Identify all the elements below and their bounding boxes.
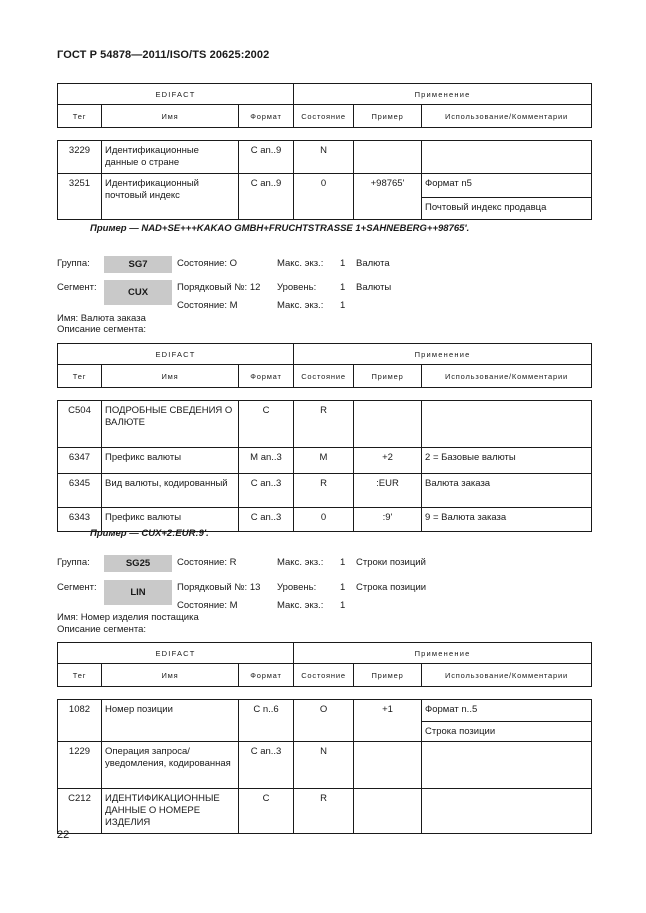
group-code-badge: SG25 (104, 555, 172, 572)
cell-name: Префикс валюты (102, 508, 239, 532)
cell-name: Номер позиции (102, 700, 239, 742)
cell-format: M an..3 (239, 448, 294, 474)
table-row (58, 700, 592, 722)
cell-format: C an..9 (239, 141, 294, 174)
cell-format: C n..6 (239, 700, 294, 742)
table-row (58, 141, 592, 174)
cell-tag: 3251 (58, 174, 102, 220)
cell-tag: 1082 (58, 700, 102, 742)
cell-usage (422, 141, 592, 174)
segment-name: Имя: Валюта заказа (57, 313, 146, 324)
segment-max-value: 1 (340, 600, 346, 611)
cell-name: Операция запроса/ уведомления, кодированная (102, 742, 239, 789)
group-status: Состояние: O (177, 258, 238, 269)
segment-level-description: Валюты (356, 282, 392, 293)
segment-label: Сегмент: (57, 282, 97, 293)
cell-name: Префикс валюты (102, 448, 239, 474)
table-row (58, 174, 592, 198)
cell-tag: C212 (58, 789, 102, 834)
cell-status: R (294, 789, 354, 834)
cell-example: +1 (354, 700, 422, 742)
cell-name: Вид валюты, кодированный (102, 474, 239, 508)
table-row (58, 789, 592, 834)
header-format: Формат (239, 105, 294, 128)
cell-format: C (239, 401, 294, 448)
segment-label: Сегмент: (57, 582, 97, 593)
cell-usage-secondary: Почтовый индекс продавца (422, 198, 592, 220)
cell-usage (422, 789, 592, 834)
segment-seq: Порядковый №: 13 (177, 582, 261, 593)
segment-status: Состояние: M (177, 300, 238, 311)
segment-description-label: Описание сегмента: (57, 324, 147, 335)
group-max-value: 1 (340, 557, 346, 568)
cell-example (354, 401, 422, 448)
group-description: Строки позиций (356, 557, 426, 568)
cell-name: ПОДРОБНЫЕ СВЕДЕНИЯ О ВАЛЮТЕ (102, 401, 239, 448)
cell-tag: 3229 (58, 141, 102, 174)
cell-name: Идентификационные данные о стране (102, 141, 239, 174)
cell-format: C an..3 (239, 508, 294, 532)
group-label: Группа: (57, 258, 90, 269)
segment-level-value: 1 (340, 582, 346, 593)
cell-tag: 6343 (58, 508, 102, 532)
cell-status: M (294, 448, 354, 474)
group-code-badge: SG7 (104, 256, 172, 273)
cell-usage (422, 401, 592, 448)
cell-status: R (294, 474, 354, 508)
header-usage: Использование/Комментарии (422, 664, 592, 687)
header-example: Пример (354, 664, 422, 687)
header-example: Пример (354, 365, 422, 388)
cell-usage (422, 742, 592, 789)
header-format: Формат (239, 365, 294, 388)
table-row (58, 742, 592, 789)
header-edifact: EDIFACT (58, 344, 294, 365)
cell-usage: Валюта заказа (422, 474, 592, 508)
header-usage: Использование/Комментарии (422, 365, 592, 388)
segment-level-description: Строка позиции (356, 582, 427, 593)
document-title: ГОСТ Р 54878—2011/ISO/TS 20625:2002 (57, 49, 270, 61)
cell-example: :9' (354, 508, 422, 532)
cell-status: N (294, 742, 354, 789)
cell-tag: 6345 (58, 474, 102, 508)
header-edifact: EDIFACT (58, 84, 294, 105)
table-row (58, 474, 592, 508)
segment-table-cux (57, 343, 592, 532)
group-max-label: Макс. экз.: (277, 258, 324, 269)
group-max-value: 1 (340, 258, 346, 269)
cell-status: O (294, 700, 354, 742)
cell-format: C (239, 789, 294, 834)
header-tag: Тег (58, 105, 102, 128)
cell-usage-secondary: Строка позиции (422, 722, 592, 742)
page-number: 22 (57, 829, 70, 841)
header-name: Имя (102, 365, 239, 388)
cell-example: +98765' (354, 174, 422, 220)
header-name: Имя (102, 105, 239, 128)
header-tag: Тег (58, 664, 102, 687)
header-usage: Использование/Комментарии (422, 105, 592, 128)
table-row (58, 401, 592, 448)
cell-example (354, 742, 422, 789)
example-nad: Пример — NAD+SE+++KAKAO GMBH+FRUCHTSTRASSE 1+SAHNEBERG++98765'. (90, 223, 470, 234)
header-format: Формат (239, 664, 294, 687)
segment-max-label: Макс. экз.: (277, 300, 324, 311)
header-edifact: EDIFACT (58, 643, 294, 664)
example-cux: Пример — CUX+2:EUR:9'. (90, 528, 209, 539)
cell-usage: 2 = Базовые валюты (422, 448, 592, 474)
cell-name: Идентификационный почтовый индекс (102, 174, 239, 220)
group-label: Группа: (57, 557, 90, 568)
header-example: Пример (354, 105, 422, 128)
segment-description-label: Описание сегмента: (57, 624, 147, 635)
segment-name: Имя: Номер изделия постащика (57, 612, 199, 623)
header-tag: Тег (58, 365, 102, 388)
cell-status: N (294, 141, 354, 174)
cell-usage: 9 = Валюта заказа (422, 508, 592, 532)
group-max-label: Макс. экз.: (277, 557, 324, 568)
cell-format: C an..3 (239, 474, 294, 508)
cell-example: +2 (354, 448, 422, 474)
cell-example: :EUR (354, 474, 422, 508)
segment-max-value: 1 (340, 300, 346, 311)
segment-max-label: Макс. экз.: (277, 600, 324, 611)
cell-example (354, 789, 422, 834)
group-status: Состояние: R (177, 557, 237, 568)
segment-level-label: Уровень: (277, 282, 317, 293)
cell-usage: Формат n5 (422, 174, 592, 198)
cell-name: ИДЕНТИФИКАЦИОННЫЕ ДАННЫЕ О НОМЕРЕ ИЗДЕЛИЯ (102, 789, 239, 834)
cell-usage: Формат n..5 (422, 700, 592, 722)
header-application: Применение (294, 84, 592, 105)
segment-seq: Порядковый №: 12 (177, 282, 261, 293)
header-application: Применение (294, 643, 592, 664)
cell-status: 0 (294, 508, 354, 532)
segment-code-badge: CUX (104, 280, 172, 305)
segment-level-label: Уровень: (277, 582, 317, 593)
group-description: Валюта (356, 258, 390, 269)
header-name: Имя (102, 664, 239, 687)
header-status: Состояние (294, 105, 354, 128)
header-status: Состояние (294, 365, 354, 388)
segment-table-nad (57, 83, 592, 220)
segment-status: Состояние: M (177, 600, 238, 611)
table-row (58, 448, 592, 474)
cell-tag: 1229 (58, 742, 102, 789)
header-status: Состояние (294, 664, 354, 687)
cell-status: R (294, 401, 354, 448)
cell-format: C an..3 (239, 742, 294, 789)
header-application: Применение (294, 344, 592, 365)
segment-code-badge: LIN (104, 580, 172, 605)
segment-level-value: 1 (340, 282, 346, 293)
cell-example (354, 141, 422, 174)
cell-tag: C504 (58, 401, 102, 448)
cell-tag: 6347 (58, 448, 102, 474)
cell-format: C an..9 (239, 174, 294, 220)
cell-status: 0 (294, 174, 354, 220)
segment-table-lin (57, 642, 592, 834)
